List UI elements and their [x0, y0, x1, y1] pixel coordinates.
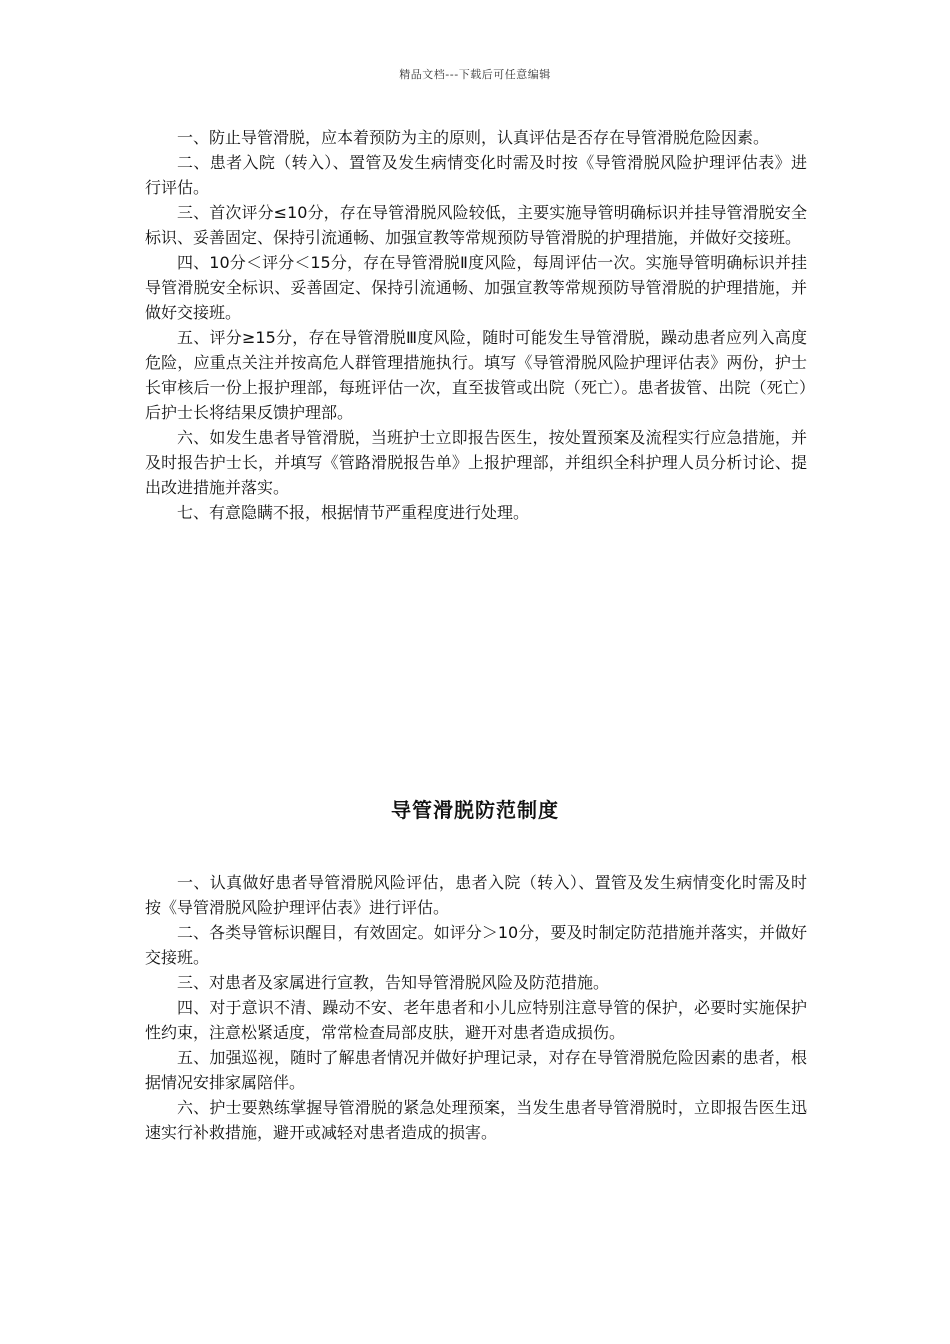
paragraph-1: 一、防止导管滑脱，应本着预防为主的原则，认真评估是否存在导管滑脱危险因素。	[177, 128, 770, 147]
paragraph-3: 三、首次评分≤10分，存在导管滑脱风险较低，主要实施导管明确标识并挂导管滑脱安全标识、妥善固定、保持引流通畅、加强宣教等常规预防导管滑脱的护理措施，并做好交接班。	[145, 203, 807, 247]
paragraph-3: 三、对患者及家属进行宣教，告知导管滑脱风险及防范措施。	[177, 973, 610, 992]
paragraph-1: 一、认真做好患者导管滑脱风险评估，患者入院（转入）、置管及发生病情变化时需及时按《导管滑脱风险护理评估表》进行评估。	[145, 873, 807, 917]
paragraph-2: 二、各类导管标识醒目，有效固定。如评分＞10分，要及时制定防范措施并落实，并做好交接班。	[145, 923, 807, 967]
paragraph-6: 六、护士要熟练掌握导管滑脱的紧急处理预案，当发生患者导管滑脱时，立即报告医生迅速实行补救措施，避开或减轻对患者造成的损害。	[145, 1098, 807, 1142]
paragraph-2: 二、患者入院（转入）、置管及发生病情变化时需及时按《导管滑脱风险护理评估表》进行评估。	[145, 153, 807, 197]
page-header: 精品文档---下载后可任意编辑	[399, 68, 551, 81]
paragraph-6: 六、如发生患者导管滑脱，当班护士立即报告医生，按处置预案及流程实行应急措施，并及时报告护士长，并填写《管路滑脱报告单》上报护理部，并组织全科护理人员分析讨论、提出改进措施并落实。	[145, 428, 807, 497]
paragraph-4: 四、对于意识不清、躁动不安、老年患者和小儿应特别注意导管的保护，必要时实施保护性约束，注意松紧适度，常常检查局部皮肤，避开对患者造成损伤。	[145, 998, 807, 1042]
policy-section-2	[145, 870, 807, 1145]
section-title: 导管滑脱防范制度	[391, 798, 559, 822]
paragraph-5: 五、评分≥15分，存在导管滑脱Ⅲ度风险，随时可能发生导管滑脱，躁动患者应列入高度危险，应重点关注并按高危人群管理措施执行。填写《导管滑脱风险护理评估表》两份，护士长审核后一份上报护理部，每班评估一次，直至拔管或出院（死亡）。患者拔管、出院（死亡）后护士长将结果反馈护理部。	[145, 328, 807, 422]
paragraph-5: 五、加强巡视，随时了解患者情况并做好护理记录，对存在导管滑脱危险因素的患者，根据情况安排家属陪伴。	[145, 1048, 807, 1092]
paragraph-7: 七、有意隐瞒不报，根据情节严重程度进行处理。	[177, 503, 530, 522]
paragraph-4: 四、10分＜评分＜15分，存在导管滑脱Ⅱ度风险，每周评估一次。实施导管明确标识并挂导管滑脱安全标识、妥善固定、保持引流通畅、加强宣教等常规预防导管滑脱的护理措施，并做好交接班。	[145, 253, 807, 322]
policy-section-1	[145, 125, 807, 525]
